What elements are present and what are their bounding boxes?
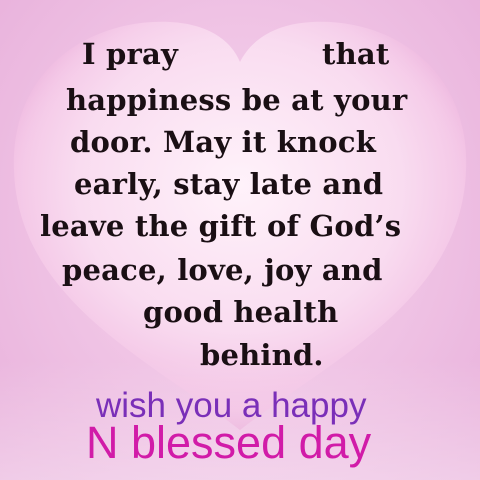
poem-line-1-end: that xyxy=(322,37,390,71)
poem-line-5: leave the gift of God’s xyxy=(40,209,402,243)
poem-line-3: door. May it knock xyxy=(70,125,376,159)
poem-line-8: behind. xyxy=(200,338,324,372)
poem-line-1-start: I pray xyxy=(82,37,179,71)
poem-line-2: happiness be at your xyxy=(66,83,408,117)
wish-line-1: wish you a happy xyxy=(96,386,367,425)
poem-line-6: peace, love, joy and xyxy=(62,253,383,287)
wish-line-2: N blessed day xyxy=(86,417,372,468)
poem-line-4: early, stay late and xyxy=(74,167,384,201)
poem-line-7: good health xyxy=(143,295,339,329)
